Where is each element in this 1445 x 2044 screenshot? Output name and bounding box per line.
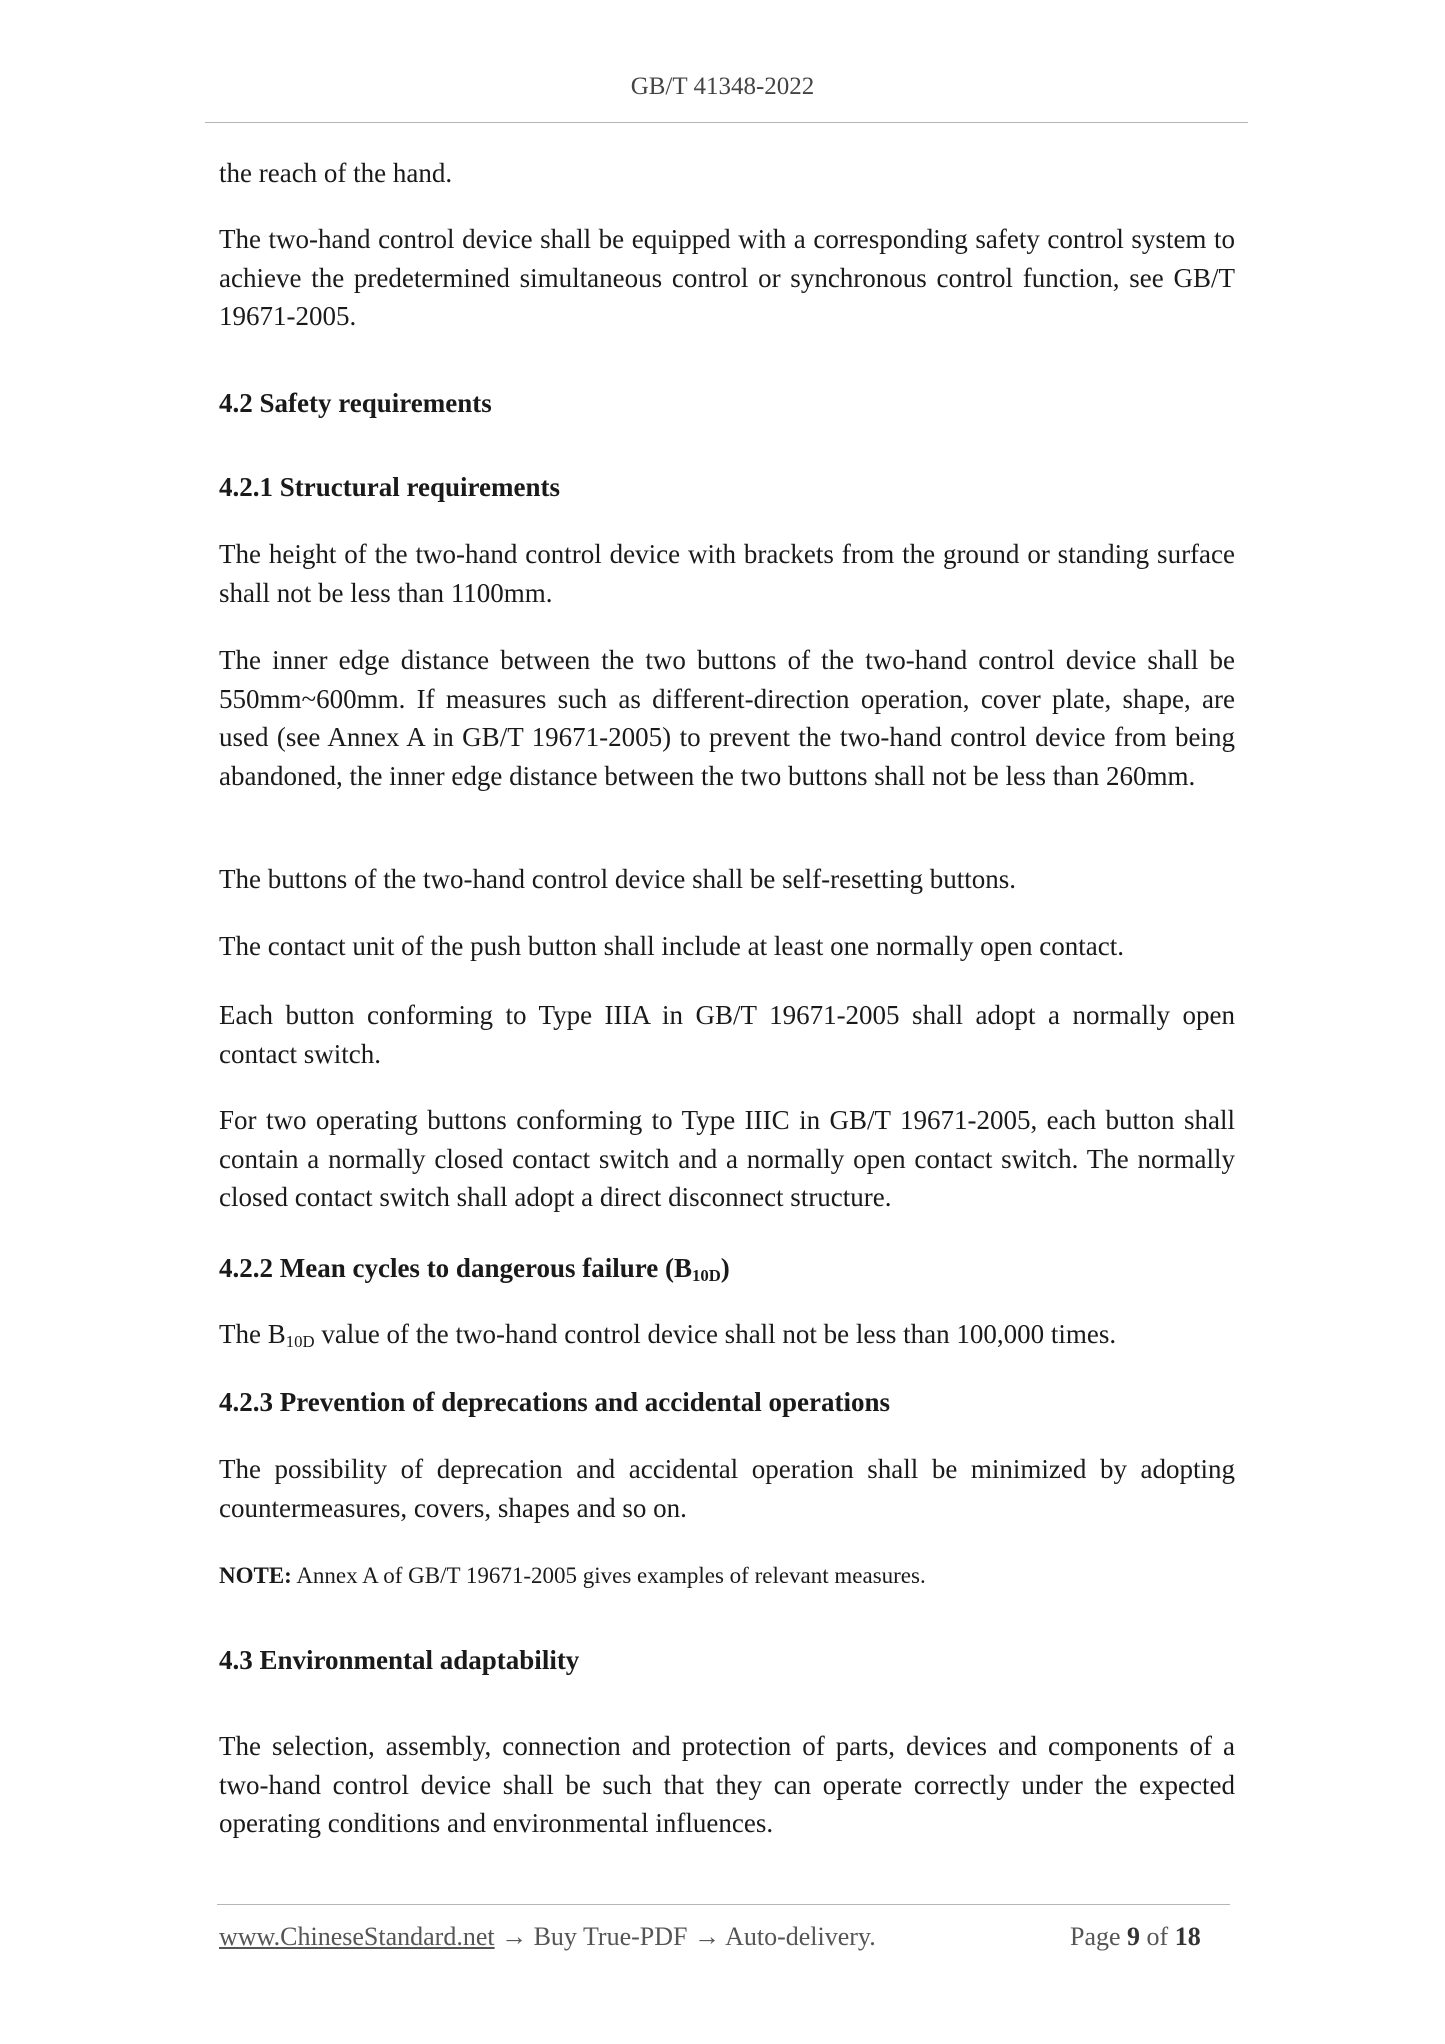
paragraph-inner-edge-distance: The inner edge distance between the two buttons of the two-hand control device shall be 550mm~600mm. If measures such as different-direction operation, cover plate, shape, are used (see Annex A in GB/T 19671-2005) to prevent the two-hand control device from being abandoned, the inner edge distance between the two buttons shall not be less than 260mm. xyxy=(219,645,1235,791)
paragraph-contact-unit: The contact unit of the push button shall include at least one normally open contact. xyxy=(219,931,1125,961)
paragraph-environment: The selection, assembly, connection and protection of parts, devices and components of a two-hand control device shall be such that they can operate correctly under the expected operating conditions and environmental influences. xyxy=(219,1731,1235,1838)
note xyxy=(219,1560,1235,1592)
footer-arrow-1: → xyxy=(494,1922,534,1951)
footer-promo xyxy=(219,1922,876,1952)
paragraph-self-resetting-buttons: The buttons of the two-hand control device shall be self-resetting buttons. xyxy=(219,864,1017,894)
heading-4-2-3-prevention: 4.2.3 Prevention of deprecations and accidental operations xyxy=(219,1387,890,1417)
heading-4-2-2-text: 4.2.2 Mean cycles to dangerous failure (B xyxy=(219,1253,692,1283)
page-of-label: of xyxy=(1146,1922,1169,1951)
header-standard-code: GB/T 41348-2022 xyxy=(630,73,815,100)
page-total: 18 xyxy=(1174,1922,1201,1951)
paragraph-type-iiic: For two operating buttons conforming to Type IIIC in GB/T 19671-2005, each button shall contain a normally closed contact switch and a normally open contact switch. The normally closed contact switch shall adopt a direct disconnect structure. xyxy=(219,1105,1235,1212)
heading-4-3-environmental-adaptability: 4.3 Environmental adaptability xyxy=(219,1645,580,1675)
header-divider xyxy=(205,122,1248,123)
page-current: 9 xyxy=(1127,1922,1141,1951)
paragraph-height-requirement: The height of the two-hand control device with brackets from the ground or standing surface shall not be less than 1100mm. xyxy=(219,539,1235,608)
paragraph-safety-control-system: The two-hand control device shall be equipped with a corresponding safety control system to achieve the predetermined simultaneous control or synchronous control function, see GB/T 19671-2005. xyxy=(219,224,1235,331)
note-text: Annex A of GB/T 19671-2005 gives examples of relevant measures. xyxy=(291,1563,926,1588)
page-label: Page xyxy=(1070,1922,1121,1951)
heading-4-2-2-subscript: 10D xyxy=(691,1266,721,1286)
paragraph-deprecation: The possibility of deprecation and accidental operation shall be minimized by adopting countermeasures, covers, shapes and so on. xyxy=(219,1454,1235,1523)
b10d-text-start: The B xyxy=(219,1319,286,1349)
b10d-subscript: 10D xyxy=(285,1332,315,1352)
paragraph-reach: the reach of the hand. xyxy=(219,158,453,188)
heading-4-2-safety-requirements: 4.2 Safety requirements xyxy=(219,388,492,418)
heading-4-2-2-mean-cycles xyxy=(219,1249,1235,1287)
footer-page-number xyxy=(1070,1922,1201,1952)
heading-4-2-2-close: ) xyxy=(720,1253,730,1283)
note-label: NOTE: xyxy=(219,1563,292,1588)
footer-arrow-2: → xyxy=(687,1922,726,1951)
footer-website-link[interactable]: www.ChineseStandard.net xyxy=(219,1922,495,1951)
b10d-text-end: value of the two-hand control device shall not be less than 100,000 times. xyxy=(314,1319,1117,1349)
footer-auto-delivery: Auto-delivery. xyxy=(725,1922,876,1951)
footer-divider xyxy=(217,1904,1230,1905)
paragraph-b10d-value xyxy=(219,1315,1235,1354)
heading-4-2-1-structural-requirements: 4.2.1 Structural requirements xyxy=(219,472,560,502)
footer-buy-true-pdf: Buy True-PDF xyxy=(533,1922,688,1951)
paragraph-type-iiia: Each button conforming to Type IIIA in GB/T 19671-2005 shall adopt a normally open contact switch. xyxy=(219,1000,1235,1069)
